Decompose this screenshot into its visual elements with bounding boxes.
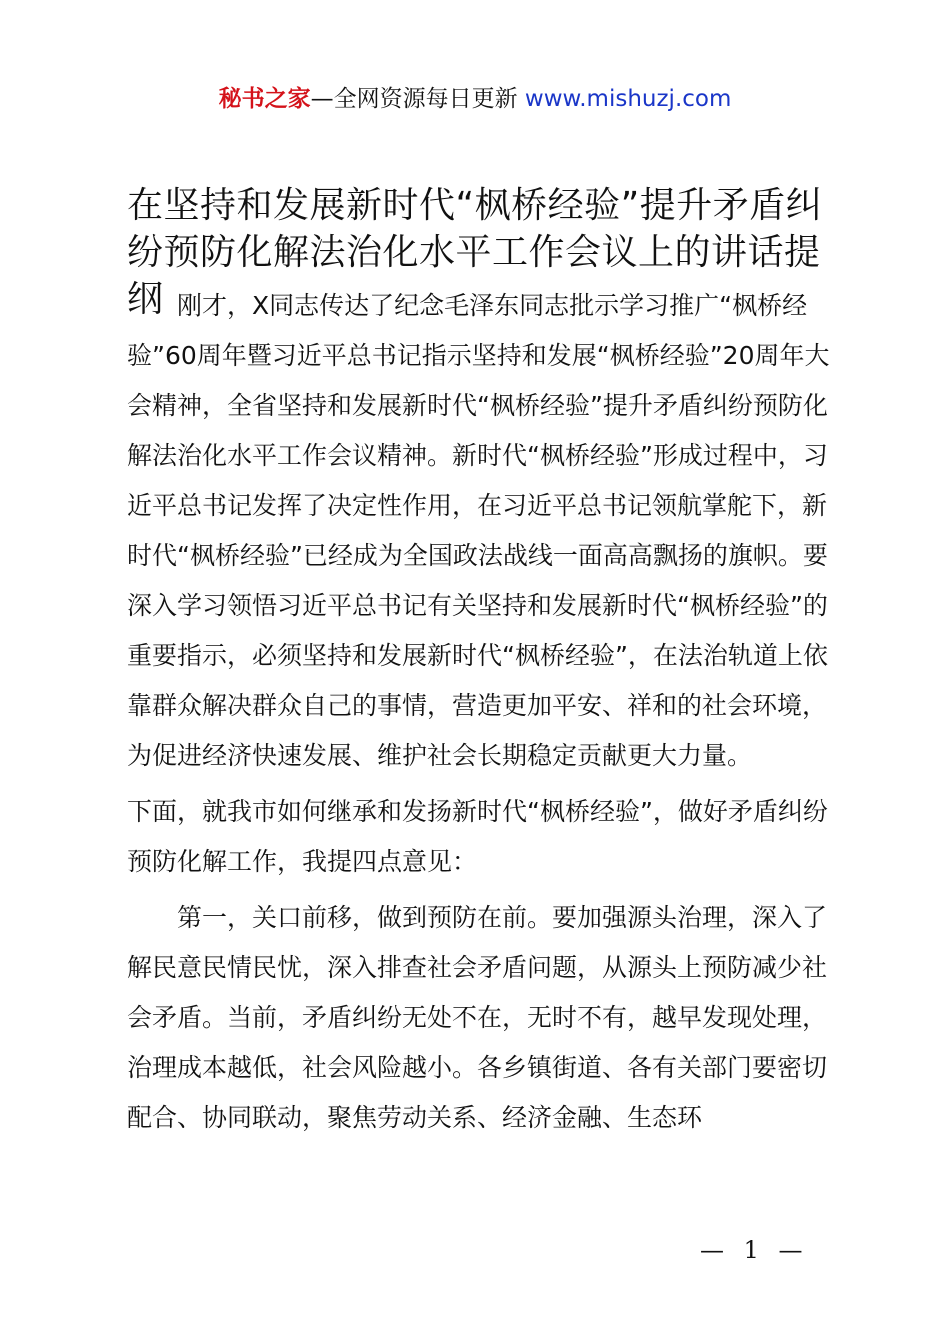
body-paragraph: 下面，就我市如何继承和发扬新时代“枫桥经验”，做好矛盾纠纷预防化解工作，我提四点意见：	[127, 797, 828, 876]
document-body	[127, 281, 837, 1143]
page-header	[0, 80, 950, 113]
body-paragraph: 刚才，X同志传达了纪念毛泽东同志批示学习推广“枫桥经验”60周年暨习近平总书记指示坚持和发展“枫桥经验”20周年大会精神，全省坚持和发展新时代“枫桥经验”提升矛盾纠纷预防化解法治化水平工作会议精神。新时代“枫桥经验”形成过程中，习近平总书记发挥了决定性作用，在习近平总书记领航掌舵下，新时代“枫桥经验”已经成为全国政法战线一面高高飘扬的旗帜。要深入学习领悟习近平总书记有关坚持和发展新时代“枫桥经验”的重要指示，必须坚持和发展新时代“枫桥经验”，在法治轨道上依靠群众解决群众自己的事情，营造更加平安、祥和的社会环境，为促进经济快速发展、维护社会长期稳定贡献更大力量。	[127, 291, 830, 770]
header-tagline: —全网资源每日更新	[310, 86, 518, 112]
brand-name: 秘书之家	[218, 86, 311, 112]
document-title: 在坚持和发展新时代“枫桥经验”提升矛盾纠纷预防化解法治化水平工作会议上的讲话提纲	[127, 185, 823, 320]
body-paragraph: 第一，关口前移，做到预防在前。要加强源头治理，深入了解民意民情民忧，深入排查社会矛盾问题，从源头上预防减少社会矛盾。当前，矛盾纠纷无处不在，无时不有，越早发现处理，治理成本越低，社会风险越小。各乡镇街道、各有关部门要密切配合、协同联动，聚焦劳动关系、经济金融、生态环	[127, 903, 828, 1132]
page-number: — 1 —	[700, 1236, 809, 1264]
website-link[interactable]: www.mishuzj.com	[524, 86, 732, 112]
